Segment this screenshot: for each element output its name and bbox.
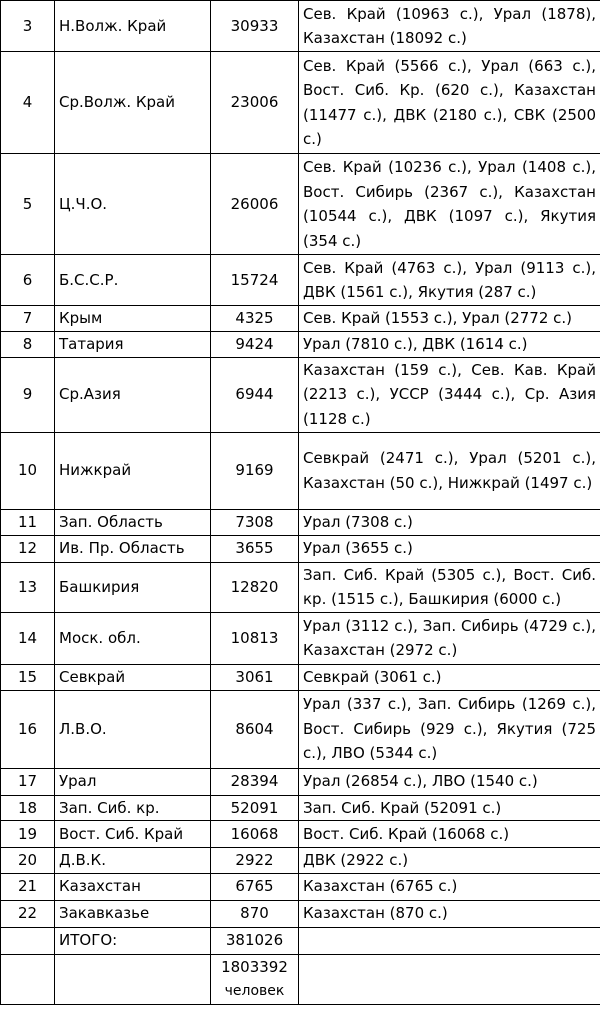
table-row <box>1 612 600 664</box>
row-number: 13 <box>1 562 55 612</box>
row-number: 17 <box>1 768 55 795</box>
destinations: Казахстан (870 с.) <box>299 900 600 927</box>
table-row <box>1 664 600 690</box>
table-row <box>1 255 600 306</box>
total-people-row <box>1 954 600 1004</box>
total-people-unit: человек <box>224 983 285 999</box>
families-count: 30933 <box>211 1 299 52</box>
table-row <box>1 795 600 821</box>
destinations: Севкрай (3061 с.) <box>299 664 600 690</box>
destinations: Севкрай (2471 с.), Урал (5201 с.), Казахстан (50 с.), Нижкрай (1497 с.) <box>299 432 600 509</box>
region-name: Закавказье <box>55 900 211 927</box>
table-row <box>1 1 600 52</box>
table-row <box>1 52 600 154</box>
region-name: Н.Волж. Край <box>55 1 211 52</box>
destinations: Сев. Край (1553 с.), Урал (2772 с.) <box>299 306 600 332</box>
empty-cell <box>1 954 55 1004</box>
table-row <box>1 535 600 562</box>
table-row <box>1 306 600 332</box>
table-row <box>1 357 600 432</box>
table-row <box>1 509 600 535</box>
row-number: 14 <box>1 612 55 664</box>
region-name: Зап. Сиб. кр. <box>55 795 211 821</box>
families-count: 26006 <box>211 154 299 255</box>
table-row <box>1 768 600 795</box>
region-name: Ср.Волж. Край <box>55 52 211 154</box>
row-number: 8 <box>1 331 55 357</box>
region-name: Ив. Пр. Область <box>55 535 211 562</box>
destinations: Урал (26854 с.), ЛВО (1540 с.) <box>299 768 600 795</box>
table-row <box>1 154 600 255</box>
row-number: 7 <box>1 306 55 332</box>
region-name: Нижкрай <box>55 432 211 509</box>
families-count: 8604 <box>211 690 299 768</box>
table-row <box>1 432 600 509</box>
families-count: 9169 <box>211 432 299 509</box>
families-count: 6944 <box>211 357 299 432</box>
destinations: Вост. Сиб. Край (16068 с.) <box>299 821 600 848</box>
region-name: Б.С.С.Р. <box>55 255 211 306</box>
region-name: Л.В.О. <box>55 690 211 768</box>
destinations: Сев. Край (5566 с.), Урал (663 с.), Вост. Сиб. Кр. (620 с.), Казахстан (11477 с.), ДВК (2180 с.), СВК (2500 с.) <box>299 52 600 154</box>
row-number: 15 <box>1 664 55 690</box>
empty-cell <box>299 927 600 954</box>
region-name: Ср.Азия <box>55 357 211 432</box>
total-row <box>1 927 600 954</box>
row-number: 10 <box>1 432 55 509</box>
row-number: 20 <box>1 848 55 874</box>
row-number: 22 <box>1 900 55 927</box>
families-count: 870 <box>211 900 299 927</box>
region-name: Моск. обл. <box>55 612 211 664</box>
row-number: 21 <box>1 873 55 900</box>
destinations: Урал (7308 с.) <box>299 509 600 535</box>
region-name: Ц.Ч.О. <box>55 154 211 255</box>
families-count: 4325 <box>211 306 299 332</box>
families-count: 6765 <box>211 873 299 900</box>
region-name: Урал <box>55 768 211 795</box>
row-number: 11 <box>1 509 55 535</box>
families-count: 3655 <box>211 535 299 562</box>
empty-cell <box>55 954 211 1004</box>
region-name: Крым <box>55 306 211 332</box>
families-count: 10813 <box>211 612 299 664</box>
families-count: 16068 <box>211 821 299 848</box>
region-name: Казахстан <box>55 873 211 900</box>
destinations: ДВК (2922 с.) <box>299 848 600 874</box>
destinations: Казахстан (6765 с.) <box>299 873 600 900</box>
row-number: 9 <box>1 357 55 432</box>
region-name: Татария <box>55 331 211 357</box>
destinations: Сев. Край (4763 с.), Урал (9113 с.), ДВК (1561 с.), Якутия (287 с.) <box>299 255 600 306</box>
families-count: 12820 <box>211 562 299 612</box>
total-families: 381026 <box>211 927 299 954</box>
region-name: Д.В.К. <box>55 848 211 874</box>
table-row <box>1 821 600 848</box>
total-label: ИТОГО: <box>55 927 211 954</box>
destinations: Урал (337 с.), Зап. Сибирь (1269 с.), Вост. Сибирь (929 с.), Якутия (725 с.), ЛВО (5344 с.) <box>299 690 600 768</box>
destinations: Зап. Сиб. Край (5305 с.), Вост. Сиб. кр. (1515 с.), Башкирия (6000 с.) <box>299 562 600 612</box>
table-row <box>1 562 600 612</box>
region-name: Севкрай <box>55 664 211 690</box>
row-number: 18 <box>1 795 55 821</box>
destinations: Урал (3655 с.) <box>299 535 600 562</box>
families-count: 9424 <box>211 331 299 357</box>
table-row <box>1 900 600 927</box>
families-count: 15724 <box>211 255 299 306</box>
empty-cell <box>299 954 600 1004</box>
families-count: 28394 <box>211 768 299 795</box>
table-row <box>1 331 600 357</box>
table-row <box>1 690 600 768</box>
row-number: 4 <box>1 52 55 154</box>
families-count: 7308 <box>211 509 299 535</box>
table-row <box>1 848 600 874</box>
row-number: 3 <box>1 1 55 52</box>
region-name: Башкирия <box>55 562 211 612</box>
destinations: Зап. Сиб. Край (52091 с.) <box>299 795 600 821</box>
row-number: 5 <box>1 154 55 255</box>
table-row <box>1 873 600 900</box>
row-number: 16 <box>1 690 55 768</box>
families-count: 3061 <box>211 664 299 690</box>
destinations: Урал (7810 с.), ДВК (1614 с.) <box>299 331 600 357</box>
total-people: 1803392 <box>221 957 288 976</box>
families-count: 23006 <box>211 52 299 154</box>
region-name: Вост. Сиб. Край <box>55 821 211 848</box>
destinations: Урал (3112 с.), Зап. Сибирь (4729 с.), Казахстан (2972 с.) <box>299 612 600 664</box>
region-name: Зап. Область <box>55 509 211 535</box>
total-people-cell <box>211 954 299 1004</box>
row-number: 6 <box>1 255 55 306</box>
row-number: 12 <box>1 535 55 562</box>
families-count: 2922 <box>211 848 299 874</box>
row-number: 19 <box>1 821 55 848</box>
destinations: Сев. Край (10236 с.), Урал (1408 с.), Вост. Сибирь (2367 с.), Казахстан (10544 с.), ДВК (1097 с.), Якутия (354 с.) <box>299 154 600 255</box>
destinations: Сев. Край (10963 с.), Урал (1878), Казахстан (18092 с.) <box>299 1 600 52</box>
empty-cell <box>1 927 55 954</box>
destinations: Казахстан (159 с.), Сев. Кав. Край (2213 с.), УССР (3444 с.), Ср. Азия (1128 с.) <box>299 357 600 432</box>
families-count: 52091 <box>211 795 299 821</box>
